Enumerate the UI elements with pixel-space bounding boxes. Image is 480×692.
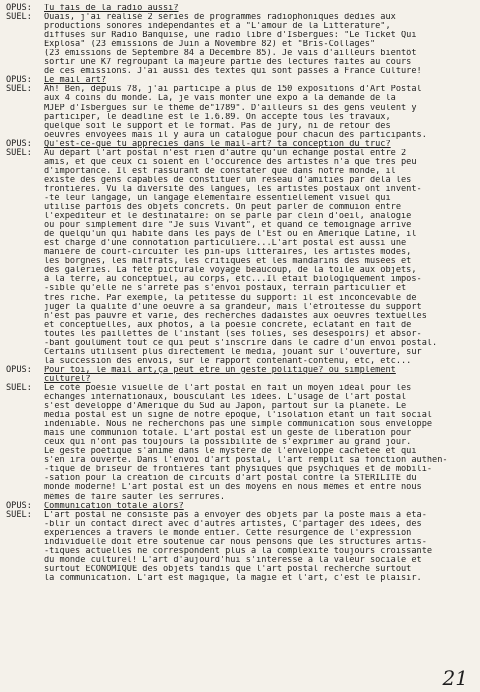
answer-text <box>44 384 472 502</box>
text-line: media postal est un signe de notre époque, l'isolation étant un fait social <box>44 411 433 421</box>
text-line: -té leur langage, un langage élémentaire essentiellement visuel qui <box>44 193 391 203</box>
text-line: Explosa" (23 émissions de Juin à Novembre 82) et "Bris-Collages" <box>44 40 376 50</box>
question-text <box>44 366 472 384</box>
page-number: 21 <box>442 666 468 690</box>
question-text <box>44 4 472 13</box>
text-line: -tiques actuelles ne correspondent plus à la complexité toujours croissante <box>44 546 433 556</box>
text-line: participer, le deadline est le 1.6.89. On accepte tous les travaux, <box>44 112 391 122</box>
text-line: Ouais, j'ai réalisé 2 séries de programmes radiophoniques dédiés aux <box>44 13 396 23</box>
speaker-label: SUEL: <box>6 84 32 95</box>
question-text <box>44 140 472 149</box>
text-line: existe des gens capables de constituer un réseau d'amitiés par delà les <box>44 175 412 185</box>
text-line: Le mail art? <box>44 76 107 86</box>
question-block <box>6 4 472 13</box>
text-line: échanges internationaux, bousculant les idées. L'usage de l'art postal <box>44 393 407 403</box>
text-line: monde moderne! L'art postal est un des moyens en nous mêmes et entre nous <box>44 483 422 493</box>
text-line: aux 4 coins du monde. Là, je vais monter une expo à la demande de la <box>44 94 396 104</box>
interview-text <box>6 4 472 583</box>
answer-block <box>6 511 472 583</box>
text-line: mais une communion totale. L'art postal est un geste de libération pour <box>44 429 412 439</box>
text-line: indéniable. Nous ne recherchons pas une simple communication sous enveloppe <box>44 420 433 430</box>
question-block <box>6 366 472 384</box>
text-line: surtout ECONOMIQUE des objets tandis que l'art postal recherche surtout <box>44 564 412 574</box>
text-line: les borgnes, les malfrats, les critiques et les mandarins des musées et <box>44 257 412 267</box>
question-text <box>44 76 472 85</box>
text-line: s'est développé d'Amérique du Sud au Japon, partout sur la planète. Le <box>44 402 407 412</box>
text-line: sortir une K7 regroupant la majeure partie des lectures faites au cours <box>44 58 412 68</box>
text-line: à la terre, au conceptuel, au corps, etc...Il était biologiquement impos- <box>44 275 422 285</box>
text-line: et conceptuelles, aux photos, à la poésie concrète, éclatant en fait de <box>44 320 412 330</box>
text-line: juger la qualité d'une oeuvre à sa grandeur, mais l'étroitesse du support <box>44 302 422 312</box>
speaker-label: OPUS: <box>6 75 32 86</box>
answer-text <box>44 149 472 366</box>
text-line: de ces émissions. J'ai aussi des textes qui sont passés à France Culture! <box>44 67 422 77</box>
speaker-label: SUEL: <box>6 12 32 23</box>
answer-block <box>6 85 472 139</box>
text-line: n'est pas pauvre et varie, des recherches dadaïstes aux oeuvres textuelles <box>44 311 427 321</box>
text-line: Au départ l'art postal n'est rien d'autre qu'un échange postal entre 2 <box>44 148 407 158</box>
text-line: -sation pour la création de circuits d'art postal contre la STERILITE du <box>44 474 417 484</box>
speaker-label: OPUS: <box>6 138 32 149</box>
text-line: Pour toi, le mail art,ça peut etre un geste politique? ou simplement <box>44 365 396 375</box>
text-line: individuelle doit être soutenue car nous pensons que les structures artis- <box>44 537 427 547</box>
answer-block <box>6 149 472 366</box>
text-line: amis, et que ceux ci soient en l'occurence des artistes n'a que très peu <box>44 157 417 167</box>
answer-block <box>6 13 472 76</box>
answer-block <box>6 384 472 502</box>
speaker-label: OPUS: <box>6 364 32 375</box>
text-line: d'importance. Il est rassurant de constater que dans notre monde, il <box>44 166 396 176</box>
text-line: Ah! Ben, depuis 78, j'ai participé à plus de 150 expositions d'Art Postal <box>44 85 422 95</box>
text-line: -sible qu'elle ne s'arrête pas s'envoi postaux, terrain particulier et <box>44 284 407 294</box>
text-line: la communication. L'art est magique, la magie et l'art, c'est le plaisir. <box>44 573 422 583</box>
speaker-label: OPUS: <box>6 500 32 511</box>
text-line: quelque soit le support et le format. Pas de jury, ni de retour des <box>44 121 391 131</box>
text-line: est chargé d'une connotation particulière...L'art postal est aussi une <box>44 239 407 249</box>
speaker-label: SUEL: <box>6 382 32 393</box>
question-text <box>44 502 472 511</box>
text-line: culturel? <box>44 374 91 384</box>
text-line: frontières. Vu la diversité des langues, les artistes postaux ont invent- <box>44 184 422 194</box>
text-line: Tu fais de la radio aussi? <box>44 4 179 13</box>
text-line: productions sonores indépendantes et à "L'amour de la Littérature", <box>44 22 391 32</box>
text-line: ou pour simplement dire "Je suis Vivant", et quand ce témoignage arrive <box>44 221 412 231</box>
text-line: oeuvres envoyées mais il y aura un catalogue pour chacun des participants. <box>44 130 427 140</box>
text-line: la succession des envois, sur le rapport contenant-contenu, etc, etc... <box>44 356 412 366</box>
question-block <box>6 502 472 511</box>
text-line: s'en ira ouverte. Dans l'envoi d'art postal, l'art remplit sa fonction authen- <box>44 456 448 466</box>
text-line: diffusés sur Radio Banquise, une radio libre d'Isbergues: "Le Ticket Qui <box>44 31 417 41</box>
speaker-label: SUEL: <box>6 147 32 158</box>
text-line: très riche. Par exemple, la petitesse du support: il est inconcevable de <box>44 293 417 303</box>
text-line: des galeries. La fête picturale voyage beaucoup, de la toile aux objets, <box>44 266 417 276</box>
question-block <box>6 140 472 149</box>
text-line: Le geste poétique s'anime dans le mystère de l'enveloppe cachetée et qui <box>44 447 417 457</box>
text-line: ceux qui n'ont pas toujours la possibilité de s'exprimer au grand jour. <box>44 438 412 448</box>
text-line: Communication totale alors? <box>44 501 184 511</box>
text-line: expériences à travers le monde entier. Cette résurgence de l'expression <box>44 528 412 538</box>
answer-text <box>44 85 472 139</box>
answer-text <box>44 13 472 76</box>
text-line: -tique de briseur de frontières tant physiques que psychiques et de mobili- <box>44 465 433 475</box>
text-line: Qu'est-ce-que tu apprécies dans le mail-art? ta conception du truc? <box>44 139 391 149</box>
text-line: L'art postal ne consiste pas à envoyer des objets par la poste mais à éta- <box>44 510 427 520</box>
text-line: manière de court-circuiter les pin-ups littéraires, les artistes modes, <box>44 248 412 258</box>
text-line: utilise parfois des objets concrets. On peut parler de commuion entre <box>44 203 401 213</box>
text-line: Certains utilisent plus directement le media, jouant sur l'ouverture, sur <box>44 347 422 357</box>
text-line: mêmes de faire sauter les serrures. <box>44 492 226 502</box>
text-line: (23 émissions de Septembre 84 à Décembre 85). Je vais d'ailleurs bientôt <box>44 49 417 59</box>
text-line: du monde culturel! L'art d'aujourd'hui s'intéresse à la valeur sociale et <box>44 555 422 565</box>
text-line: l'expéditeur et le destinataire: on se parle par clein d'oeil, analogie <box>44 212 412 222</box>
text-line: de quelqu'un qui habite dans les pays de l'Est ou en Amérique Latine, il <box>44 230 417 240</box>
text-line: -blir un contact direct avec d'autres artistes, C'partager des idées, des <box>44 519 422 529</box>
speaker-label: OPUS: <box>6 3 32 13</box>
text-line: toutes les paillettes de l'instant (ses folies, ses desespoirs) et absor- <box>44 329 422 339</box>
speaker-label: SUEL: <box>6 509 32 520</box>
text-line: MJEP d'Isbergues sur le thème de"1789". D'ailleurs si des gens veulent y <box>44 103 417 113</box>
text-line: Le coté poésie visuelle de l'art postal en fait un moyen idéal pour les <box>44 383 412 393</box>
text-line: -bant goulûment tout ce qui peut s'inscrire dans le cadre d'un envoi postal. <box>44 338 438 348</box>
answer-text <box>44 511 472 583</box>
question-block <box>6 76 472 85</box>
